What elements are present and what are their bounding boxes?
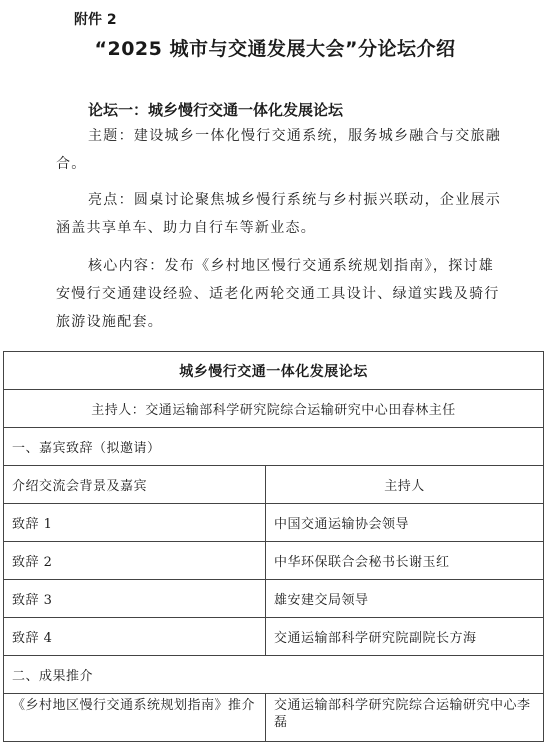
section-row <box>4 428 544 466</box>
host-cell: 主持人：交通运输部科学研究院综合运输研究中心田春林主任 <box>4 390 544 428</box>
col-left-header: 介绍交流会背景及嘉宾 <box>4 466 266 504</box>
table-row <box>4 694 544 742</box>
result-item: 《乡村地区慢行交通系统规划指南》推介 <box>4 694 266 742</box>
table-row <box>4 618 544 656</box>
page-title: “2025 城市与交通发展大会”分论坛介绍 <box>94 38 456 60</box>
speech-item: 致辞 4 <box>4 618 266 656</box>
section-1-heading: 一、嘉宾致辞（拟邀请） <box>4 428 544 466</box>
table-row <box>4 542 544 580</box>
core-text: 发布《乡村地区慢行交通系统规划指南》，探讨雄安慢行交通建设经验、适老化两轮交通工具设计、绿道实践及骑行旅游设施配套。 <box>56 258 500 330</box>
speech-person: 中国交通运输协会领导 <box>266 504 544 542</box>
speech-item: 致辞 2 <box>4 542 266 580</box>
result-person: 交通运输部科学研究院综合运输研究中心李磊 <box>266 694 544 742</box>
agenda-table <box>3 351 544 742</box>
speech-item: 致辞 3 <box>4 580 266 618</box>
core-label: 核心内容： <box>88 258 165 274</box>
speech-person: 雄安建交局领导 <box>266 580 544 618</box>
highlights-paragraph <box>56 186 504 242</box>
column-header-row <box>4 466 544 504</box>
theme-label: 主题： <box>88 128 134 144</box>
speech-item: 致辞 1 <box>4 504 266 542</box>
theme-text: 建设城乡一体化慢行交通系统，服务城乡融合与交旅融合。 <box>56 128 502 172</box>
forum-heading: 论坛一：城乡慢行交通一体化发展论坛 <box>88 101 344 119</box>
core-content-paragraph <box>56 252 504 336</box>
highlights-label: 亮点： <box>88 192 134 208</box>
table-title: 城乡慢行交通一体化发展论坛 <box>4 352 544 390</box>
speech-person: 中华环保联合会秘书长谢玉红 <box>266 542 544 580</box>
speech-person: 交通运输部科学研究院副院长方海 <box>266 618 544 656</box>
theme-paragraph <box>56 122 504 178</box>
host-row <box>4 390 544 428</box>
section-2-heading: 二、成果推介 <box>4 656 544 694</box>
attachment-label: 附件 2 <box>74 12 117 28</box>
table-row <box>4 504 544 542</box>
table-row <box>4 580 544 618</box>
col-right-header: 主持人 <box>266 466 544 504</box>
highlights-text: 圆桌讨论聚焦城乡慢行系统与乡村振兴联动，企业展示涵盖共享单车、助力自行车等新业态。 <box>56 192 502 236</box>
section-row <box>4 656 544 694</box>
table-title-row <box>4 352 544 390</box>
